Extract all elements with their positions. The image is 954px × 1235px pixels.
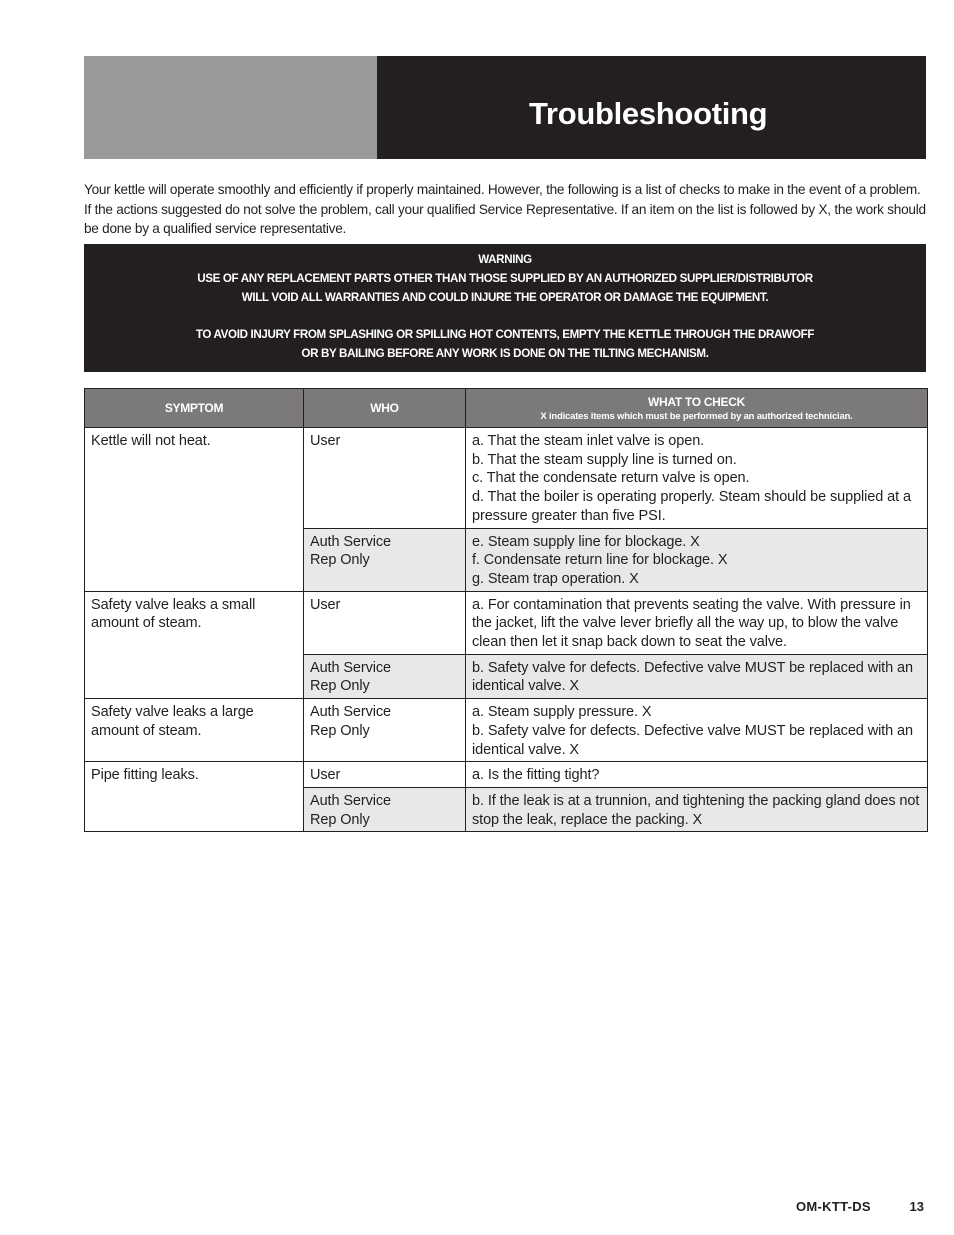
warning-spacer bbox=[84, 307, 926, 325]
who-line: Rep Only bbox=[310, 552, 370, 569]
check-cell bbox=[466, 762, 928, 788]
header-check-note: X indicates items which must be performed by an authorized technician. bbox=[540, 410, 853, 422]
check-item: a. Steam supply pressure. X bbox=[472, 704, 652, 721]
who-line: Rep Only bbox=[310, 678, 370, 695]
who-line: Auth Service bbox=[310, 792, 392, 809]
table-row bbox=[85, 762, 928, 788]
check-item: a. For contamination that prevents seating the valve. With pressure in the jacket, lift the valve lever briefly all the way up, to blow the valve clean then let it snap back down to seat the valve. bbox=[472, 596, 911, 651]
check-item: c. That the condensate return valve is open. bbox=[472, 470, 750, 487]
check-item: a. Is the fitting tight? bbox=[472, 767, 600, 784]
symptom-cell: Safety valve leaks a large amount of steam. bbox=[85, 699, 304, 762]
who-cell: User bbox=[304, 591, 466, 654]
table-body bbox=[85, 428, 928, 832]
warning-line: USE OF ANY REPLACEMENT PARTS OTHER THAN THOSE SUPPLIED BY AN AUTHORIZED SUPPLIER/DISTRIBUTOR bbox=[197, 272, 813, 285]
who-line: Auth Service bbox=[310, 704, 392, 721]
warning-line: OR BY BAILING BEFORE ANY WORK IS DONE ON THE TILTING MECHANISM. bbox=[301, 347, 709, 360]
who-line: Auth Service bbox=[310, 659, 392, 676]
check-item: f. Condensate return line for blockage. X bbox=[472, 552, 728, 569]
check-cell bbox=[466, 654, 928, 698]
check-item: b. If the leak is at a trunnion, and tightening the packing gland does not stop the leak, replace the packing. X bbox=[472, 792, 920, 828]
who-line: Rep Only bbox=[310, 811, 370, 828]
table-header-row bbox=[85, 389, 928, 428]
check-cell bbox=[466, 699, 928, 762]
troubleshooting-table bbox=[84, 388, 928, 832]
table-row bbox=[85, 591, 928, 654]
symptom-cell: Pipe fitting leaks. bbox=[85, 762, 304, 832]
symptom-cell: Safety valve leaks a small amount of steam. bbox=[85, 591, 304, 699]
who-cell: User bbox=[304, 428, 466, 529]
who-line: Auth Service bbox=[310, 533, 392, 550]
intro-paragraph: Your kettle will operate smoothly and efficiently if properly maintained. However, the following is a list of checks to make in the event of a problem. If the actions suggested do not solve the problem, call your qualified Service Representative. If an item on the list is followed by X, the work should be done by a qualified service representative. bbox=[84, 182, 926, 236]
header-grey-block bbox=[84, 56, 377, 159]
who-cell: User bbox=[304, 762, 466, 788]
page-title: Troubleshooting bbox=[529, 96, 768, 131]
doc-code: OM-KTT-DS bbox=[795, 1199, 871, 1214]
who-line: Rep Only bbox=[310, 722, 370, 739]
header-title-block bbox=[377, 56, 926, 159]
check-item: b. Safety valve for defects. Defective valve MUST be replaced with an identical valve. X bbox=[472, 659, 913, 695]
check-cell bbox=[466, 591, 928, 654]
who-cell bbox=[304, 699, 466, 762]
who-cell bbox=[304, 654, 466, 698]
symptom-cell: Kettle will not heat. bbox=[85, 428, 304, 592]
check-cell bbox=[466, 528, 928, 591]
header-check-label: WHAT TO CHECK bbox=[648, 394, 745, 409]
check-item: b. That the steam supply line is turned on. bbox=[472, 451, 737, 468]
warning-title: WARNING bbox=[478, 253, 532, 266]
header-what-to-check bbox=[466, 389, 928, 428]
check-item: b. Safety valve for defects. Defective valve MUST be replaced with an identical valve. X bbox=[472, 722, 913, 758]
table-row bbox=[85, 699, 928, 762]
header-symptom: SYMPTOM bbox=[85, 389, 304, 428]
check-item: e. Steam supply line for blockage. X bbox=[472, 533, 700, 550]
header-who: WHO bbox=[304, 389, 466, 428]
warning-line: TO AVOID INJURY FROM SPLASHING OR SPILLING HOT CONTENTS, EMPTY THE KETTLE THROUGH THE DRAWOFF bbox=[195, 328, 815, 341]
table-row bbox=[85, 428, 928, 529]
who-cell bbox=[304, 787, 466, 831]
warning-box bbox=[84, 244, 926, 372]
check-item: g. Steam trap operation. X bbox=[472, 570, 639, 587]
page-number: 13 bbox=[909, 1199, 924, 1214]
check-item: d. That the boiler is operating properly. Steam should be supplied at a pressure greater than five PSI. bbox=[472, 489, 911, 524]
check-cell bbox=[466, 428, 928, 529]
page-footer bbox=[796, 1199, 924, 1214]
page-header bbox=[84, 56, 926, 159]
warning-line: WILL VOID ALL WARRANTIES AND COULD INJURE THE OPERATOR OR DAMAGE THE EQUIPMENT. bbox=[241, 291, 769, 304]
check-item: a. That the steam inlet valve is open. bbox=[472, 433, 705, 449]
check-cell bbox=[466, 787, 928, 831]
who-cell bbox=[304, 528, 466, 591]
